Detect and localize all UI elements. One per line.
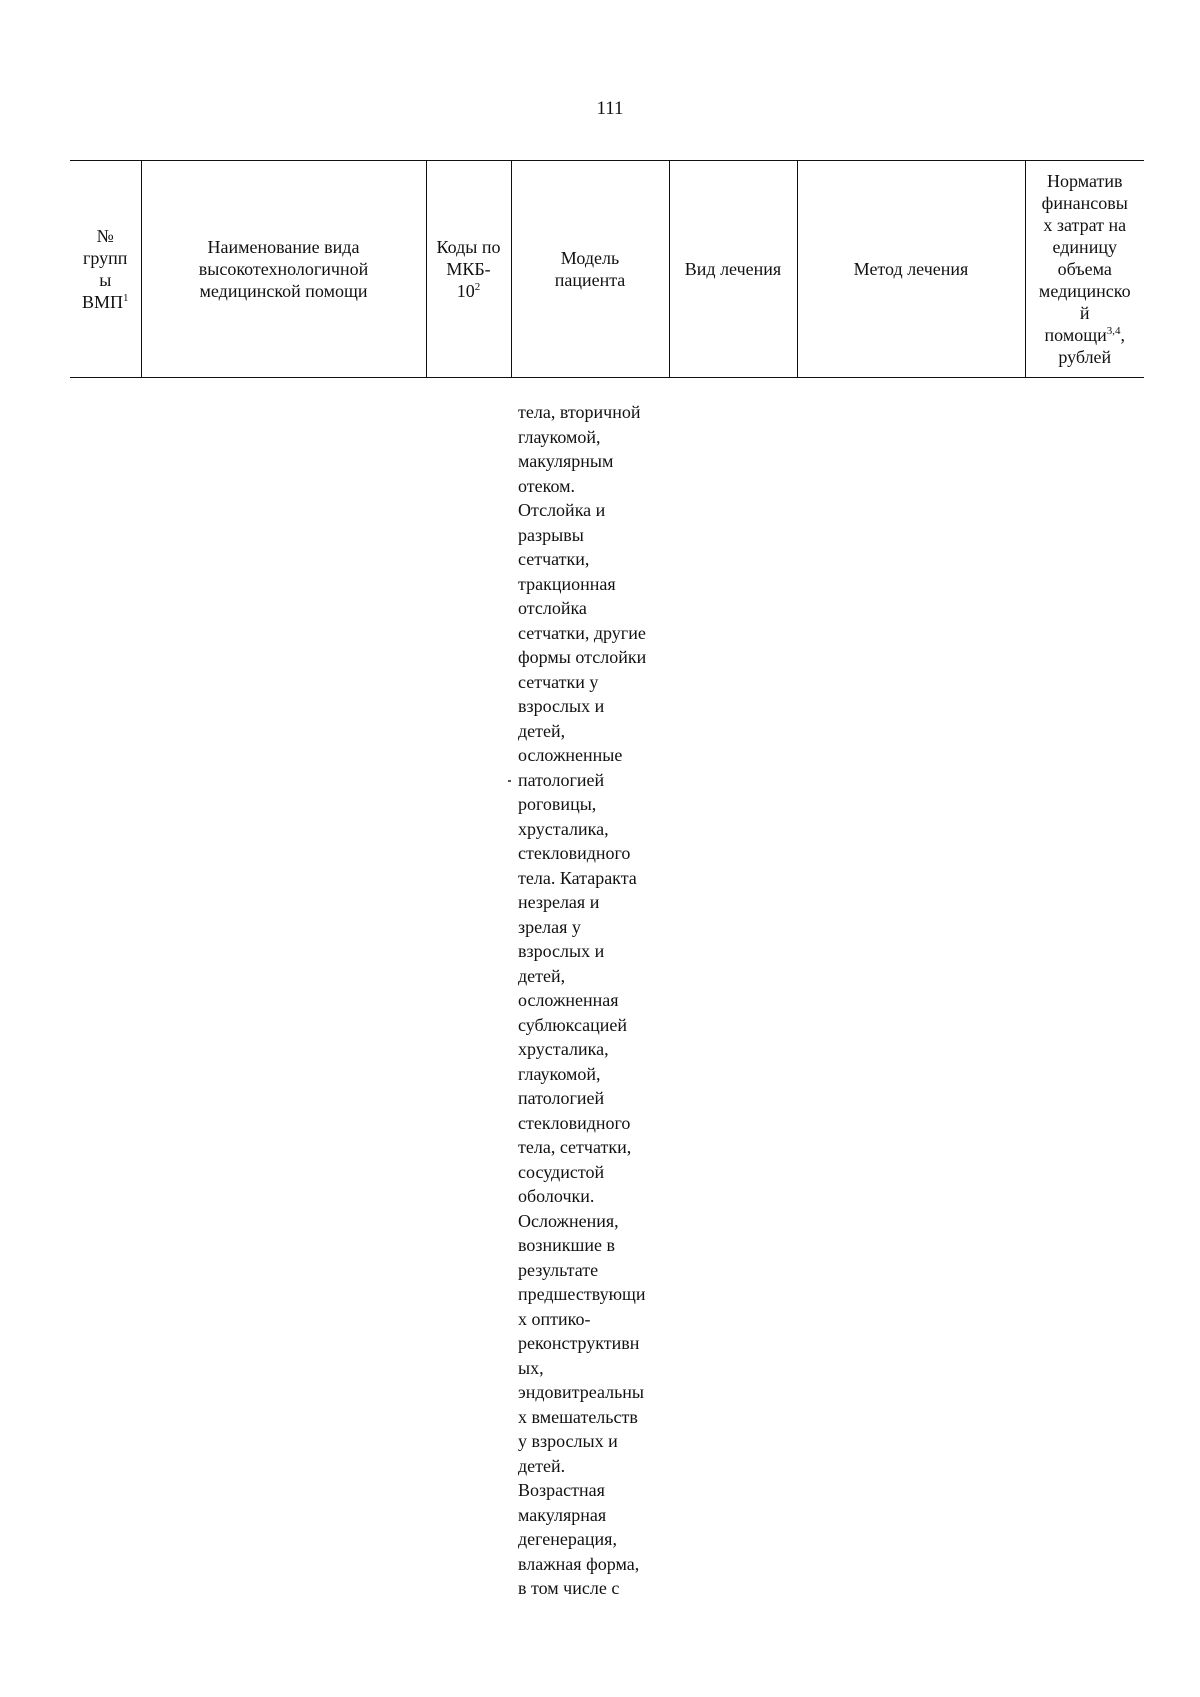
patient-model-line: Осложнения, <box>518 1210 619 1231</box>
patient-model-line: х оптико- <box>518 1308 591 1329</box>
patient-model-line: детей, <box>518 965 566 986</box>
patient-model-line: х вмешательств <box>518 1406 638 1427</box>
patient-model-line: зрелая у <box>518 916 581 937</box>
patient-model-line: детей. <box>518 1455 566 1476</box>
patient-model-line: взрослых и <box>518 696 605 716</box>
patient-model-line: осложненная <box>518 990 619 1010</box>
table-header <box>70 160 1144 378</box>
column-header-treatment-method: Метод лечения <box>797 161 1025 378</box>
patient-model-line: сетчатки, другие <box>518 622 646 643</box>
patient-model-line: сетчатки у <box>518 671 599 692</box>
column-header-group-number: № групп ы ВМП$^1$ <box>70 161 141 378</box>
patient-model-line: незрелая и <box>518 892 600 912</box>
patient-model-line: эндовитреальны <box>518 1382 645 1402</box>
column-header-cost-norm: Норматив финансовы х затрат на единицу объема медицинско й помощи$^{3,4}$, рублей <box>1025 161 1144 378</box>
patient-model-line: тела, вторичной <box>518 402 641 422</box>
patient-model-line: результате <box>518 1259 599 1280</box>
patient-model-line: сетчатки, <box>518 549 590 569</box>
scan-dot-mark <box>508 780 511 782</box>
patient-model-line: роговицы, <box>518 794 597 814</box>
patient-model-line: формы отслойки <box>518 647 647 667</box>
patient-model-line: осложненные <box>518 745 623 765</box>
patient-model-line: макулярная <box>518 1504 607 1525</box>
column-header-treatment-type: Вид лечения <box>669 161 797 378</box>
patient-model-line: тела. Катаракта <box>518 867 637 888</box>
patient-model-line: глаукомой, <box>518 1063 601 1084</box>
patient-model-line: Возрастная <box>518 1480 605 1500</box>
patient-model-line: предшествующи <box>518 1284 646 1304</box>
patient-model-line: тела, сетчатки, <box>518 1137 632 1157</box>
patient-model-line: стекловидного <box>518 1112 631 1133</box>
patient-model-line: отслойка <box>518 598 587 618</box>
patient-model-line: патологией <box>518 1088 605 1108</box>
patient-model-line: реконструктивн <box>518 1333 640 1353</box>
patient-model-line: хрусталика, <box>518 818 609 839</box>
patient-model-line: Отслойка и <box>518 500 606 520</box>
patient-model-line: дегенерация, <box>518 1529 617 1549</box>
patient-model-line: стекловидного <box>518 843 631 863</box>
patient-model-line: ых, <box>518 1357 544 1378</box>
patient-model-line: детей, <box>518 720 566 741</box>
patient-model-line: хрусталика, <box>518 1039 609 1059</box>
patient-model-text <box>518 400 668 1601</box>
patient-model-line: оболочки. <box>518 1186 595 1206</box>
patient-model-line: сублюксацией <box>518 1014 628 1035</box>
patient-model-line: у взрослых и <box>518 1431 618 1451</box>
patient-model-line: сосудистой <box>518 1161 605 1182</box>
patient-model-line: тракционная <box>518 573 616 594</box>
patient-model-line: разрывы <box>518 524 584 545</box>
patient-model-line: патологией <box>518 769 605 790</box>
patient-model-line: в том числе с <box>518 1578 620 1598</box>
patient-model-line: макулярным <box>518 451 614 471</box>
patient-model-line: возникшие в <box>518 1235 615 1255</box>
patient-model-line: взрослых и <box>518 941 605 961</box>
patient-model-line: влажная форма, <box>518 1553 640 1574</box>
column-header-care-name: Наименование вида высокотехнологичной медицинской помощи <box>141 161 426 378</box>
column-header-patient-model: Модель пациента <box>511 161 669 378</box>
page-number: 111 <box>596 98 624 119</box>
column-header-icd-codes: Коды по МКБ- $10^2$ <box>426 161 511 378</box>
patient-model-line: глаукомой, <box>518 426 601 447</box>
patient-model-line: отеком. <box>518 475 575 496</box>
